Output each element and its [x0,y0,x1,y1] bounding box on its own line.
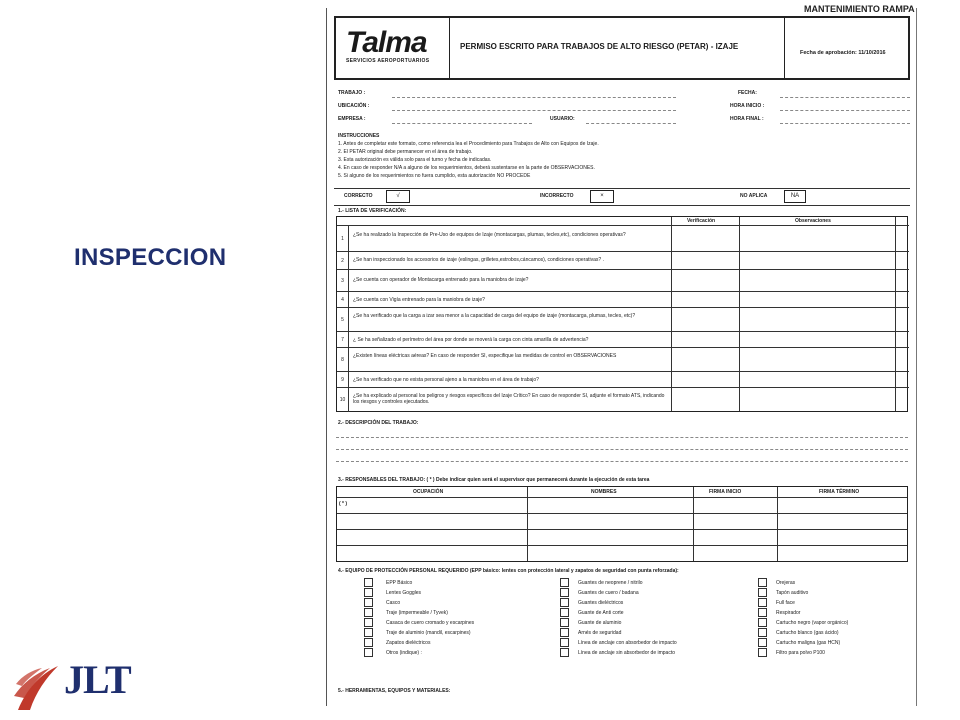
instructions-title: INSTRUCCIONES [338,133,380,139]
jlt-logo [12,656,152,714]
noaplica-mark: NA [784,190,806,203]
instruction-3: 3. Esta autorización es válida solo para el turno y fecha de indicadas. [338,157,492,163]
field-empresa-label: EMPRESA : [338,116,366,122]
section3-title: 3.- RESPONSABLES DEL TRABAJO: ( * ) Debe indicar quien será el supervisor que permanecerá durante la ejecución de esta tarea [338,477,650,483]
petar-form [326,0,920,706]
checklist-table [336,216,908,412]
section2-title: 2.- DESCRIPCIÓN DEL TRABAJO: [338,420,419,426]
form-header [334,16,910,80]
checklist-row: 5 ¿Se ha verificado que la carga a izar sea menor a la capacidad de carga del equipo de izaje (montacarga, plumas, tecles, etc)? [337,307,909,331]
slide-title: INSPECCION [74,244,227,271]
field-usuario-label: USUARIO: [550,116,575,122]
resp-header-firma-termino: FIRMA TÉRMINO [819,489,860,495]
epp-column-3: Orejeras Tapón auditivo Full face Respirador Cartucho negro (vapor orgánico) Cartucho blanco (gas ácido) Cartucho maligna (gas HCN) Filtro para polvo P100 [758,577,908,667]
incorrecto-mark: × [590,190,614,203]
form-title: PERMISO ESCRITO PARA TRABAJOS DE ALTO RIESGO (PETAR) - IZAJE [460,42,739,51]
checklist-row: 3 ¿Se cuenta con operador de Montacarga entrenado para la maniobra de izaje? [337,269,909,291]
checklist-row: 1 ¿Se ha realizado la Inspección de Pre-Uso de equipos de Izaje (montacargas, plumas, tecles,etc), condiciones operativas? [337,225,909,251]
section4-title: 4.- EQUIPO DE PROTECCIÓN PERSONAL REQUERIDO (EPP básico: lentes con protección lateral y zapatos de seguridad con punta reforzada): [338,568,679,574]
checklist-row: 9 ¿Se ha verificado que no exista personal ajeno a la maniobra en el área de trabajo? [337,371,909,387]
checklist-row: 4 ¿Se cuenta con Vigía entrenado para la maniobra de izaje? [337,291,909,307]
field-hora-final-label: HORA FINAL : [730,116,764,122]
instruction-5: 5. Si alguno de los requerimientos no fuera cumplido, esta autorización NO PROCEDE [338,173,531,179]
checklist-row: 2 ¿Se han inspeccionado los accesorios de izaje (eslingas, grilletes,estrobos,cáncamos), condiciones operativas? . [337,251,909,269]
resp-header-firma-inicio: FIRMA INICIO [709,489,742,495]
instruction-4: 4. En caso de responder N/A a alguno de los requerimientos, deberá sustentarse en la parte de OBSERVACIONES. [338,165,595,171]
section1-title: 1.- LISTA DE VERIFICACIÓN: [338,208,407,214]
epp-column-2: Guantes de neoprene / nitrilo Guantes de cuero / badana Guantes dieléctricos Guante de Anti corte Guante de aluminio Arnés de seguridad Línea de anclaje con absorbedor de impacto Línea de anclaje sin absorbedor de impacto [560,577,750,667]
correcto-label: CORRECTO [344,193,373,199]
correcto-mark: √ [386,190,410,203]
jlt-swoosh-icon [12,656,62,714]
resp-header-nombres: NOMBRES [591,489,617,495]
instruction-1: 1. Antes de completar este formato, como referencia lea el Procedimiento para Trabajos de Alto con Equipos de Izaje. [338,141,599,147]
checklist-header-observaciones: Observaciones [795,218,831,224]
epp-column-1: EPP Básico Lentes Goggles Casco Traje (impermeable / Tyvek) Casaca de cuero cromado y escarpines Traje de aluminio (mandil, escarpines) Zapatos dieléctricos Otros (indique) : [364,577,544,667]
field-ubicacion-label: UBICACIÓN : [338,103,370,109]
checklist-row: 7 ¿ Se ha señalizado el perímetro del área por donde se moverá la carga con cinta amarilla de advertencia? [337,331,909,347]
checklist-row: 10 ¿Se ha explicado al personal los peligros y riesgos específicos del Izaje Crítico? En caso de responder SI, adjunte el formato ATS, indicando los riesgos y controles ejecutados. [337,387,909,412]
checklist-header-verificacion: Verificación [687,218,716,224]
responsables-table [336,486,908,562]
field-hora-inicio-label: HORA INICIO : [730,103,765,109]
field-trabajo-label: TRABAJO : [338,90,366,96]
noaplica-label: NO APLICA [740,193,768,199]
field-fecha-label: FECHA: [738,90,757,96]
incorrecto-label: INCORRECTO [540,193,574,199]
section5-title: 5.- HERRAMIENTAS, EQUIPOS Y MATERIALES: [338,688,451,694]
talma-logo [346,28,451,76]
approval-date: Fecha de aprobación: 11/10/2016 [800,50,886,56]
talma-brand-sub: SERVICIOS AEROPORTUARIOS [346,58,430,64]
instruction-2: 2. El PETAR original debe permanecer en el área de trabajo. [338,149,473,155]
talma-brand: Talma [346,26,427,59]
form-top-note: MANTENIMIENTO RAMPA [804,4,915,14]
jlt-logo-text: JLT [64,657,131,702]
resp-supervisor-mark: ( * ) [339,501,348,507]
resp-header-ocupacion: OCUPACIÓN [413,489,444,495]
checklist-row: 8 ¿Existen líneas eléctricas aéreas? En caso de responder SI, especifique las medidas de control en OBSERVACIONES [337,347,909,371]
